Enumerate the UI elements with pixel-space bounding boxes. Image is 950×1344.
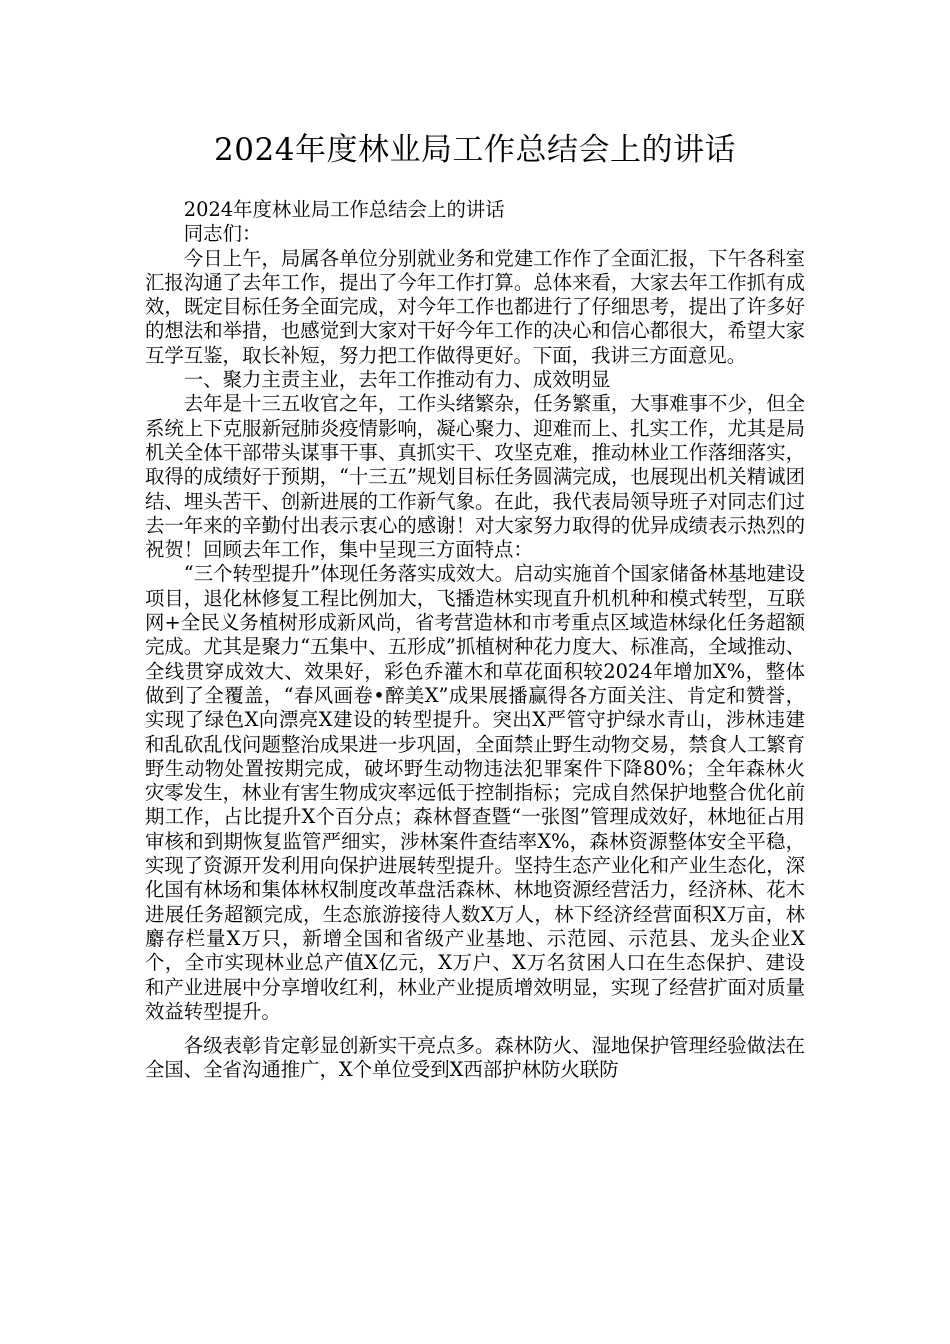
- review-paragraph: 去年是十三五收官之年，工作头绪繁杂，任务繁重，大事难事不少，但全系统上下克服新冠肺炎疫情影响，凝心聚力、迎难而上、扎实工作，尤其是局机关全体干部带头谋事干事、真抓实干、攻坚克难，推动林业工作落细落实，取得的成绩好于预期，“十三五”规划目标任务圆满完成，也展现出机关精诚团结、埋头苦干、创新进展的工作新气象。在此，我代表局领导班子对同志们过去一年来的辛勤付出表示衷心的感谢！对大家努力取得的优异成绩表示热烈的祝贺！回顾去年工作，集中呈现三方面特点：: [145, 392, 805, 562]
- section-heading: 一、聚力主责主业，去年工作推动有力、成效明显: [183, 368, 611, 392]
- transformation-paragraph: “三个转型提升”体现任务落实成效大。启动实施首个国家储备林基地建设项目，退化林修复工程比例加大，飞播造林实现直升机机种和模式转型，互联网+全民义务植树形成新风尚，省考营造林和市考重点区域造林绿化任务超额完成。尤其是聚力“五集中、五形成”抓植树种花力度大、标准高，全域推动、全线贯穿成效大、效果好，彩色乔灌木和草花面积较2024年增加X%，整体做到了全覆盖，“春风画卷•醉美X”成果展播赢得各方面关注、肯定和赞誉，实现了绿色X向漂亮X建设的转型提升。突出X严管守护绿水青山，涉林违建和乱砍乱伐问题整治成果进一步巩固，全面禁止野生动物交易，禁食人工繁育野生动物处置按期完成，破坏野生动物违法犯罪案件下降80%；全年森林火灾零发生，林业有害生物成灾率远低于控制指标；完成自然保护地整合优化前期工作，占比提升X个百分点；森林督查暨“一张图”管理成效好，林地征占用审核和到期恢复监管严细实，涉林案件查结率X%，森林资源整体安全平稳，实现了资源开发利用向保护进展转型提升。坚持生态产业化和产业生态化，深化国有林场和集体林权制度改革盘活森林、林地资源经营活力，经济林、花木进展任务超额完成，生态旅游接待人数X万人，林下经济经营面积X万亩，林麝存栏量X万只，新增全国和省级产业基地、示范园、示范县、龙头企业X个，全市实现林业总产值X亿元，X万户、X万名贫困人口在生态保护、建设和产业进展中分享增收红利，林业产业提质增效明显，实现了经营扩面对质量效益转型提升。: [145, 562, 805, 1023]
- salutation-paragraph: 同志们：: [183, 222, 262, 246]
- document-body: [145, 198, 805, 1083]
- intro-paragraph: 今日上午，局属各单位分别就业务和党建工作作了全面汇报，下午各科室汇报沟通了去年工作，提出了今年工作打算。总体来看，大家去年工作抓有成效，既定目标任务全面完成，对今年工作也都进行了仔细思考，提出了许多好的想法和举措，也感觉到大家对干好今年工作的决心和信心都很大，希望大家互学互鉴，取长补短，努力把工作做得更好。下面，我讲三方面意见。: [145, 246, 805, 367]
- subtitle-paragraph: 2024年度林业局工作总结会上的讲话: [183, 198, 505, 221]
- document-title: 2024年度林业局工作总结会上的讲话: [214, 132, 736, 168]
- commendation-paragraph: 各级表彰肯定彰显创新实干亮点多。森林防火、湿地保护管理经验做法在全国、全省沟通推广，X个单位受到X西部护林防火联防: [145, 1034, 805, 1082]
